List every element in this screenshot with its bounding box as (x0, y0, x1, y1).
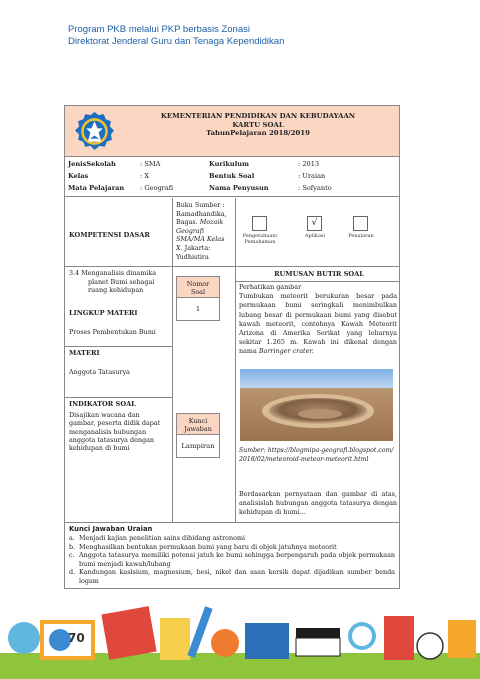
lingkup-label: LINGKUP MATERI (69, 309, 138, 317)
pencil-icon (187, 606, 212, 658)
soccer-ball-icon (417, 633, 443, 659)
kd-text: 3.4 Menganalisis dinamika planet Bumi sebagai ruang kehidupan (69, 269, 157, 295)
level-aplikasi-checkbox[interactable] (307, 216, 322, 231)
list-item: d. Kandungan kaslsium, magnesium, besi, nikel dan asan kersik dapat dijadikan sumber benda logam (69, 568, 395, 585)
check-mark-icon: √ (311, 218, 318, 228)
card-info (65, 157, 399, 197)
penyusun-value: : Sofyanto (298, 184, 332, 192)
bentuk-soal-value: : Uraian (298, 172, 326, 180)
divider (65, 397, 172, 398)
soal-question: Berdasarkan pernyataan dan gambar di atas, analisislah hubungan anggota tatasurya dengan kehidupan di bumi… (239, 490, 397, 517)
jenjang-label: JenisSekolah (68, 160, 116, 168)
kompetensi-label: KOMPETENSI DASAR (69, 231, 150, 239)
level-penalaran-checkbox[interactable] (353, 216, 368, 231)
rumusan-label: RUMUSAN BUTIR SOAL (274, 270, 364, 278)
header-program: Program PKB melalui PKP berbasis Zonasi (68, 24, 250, 35)
piano-keys-icon (296, 628, 340, 638)
page-header (68, 24, 284, 47)
indikator-label: INDIKATOR SOAL (69, 400, 136, 408)
level-pengetahuan-checkbox[interactable] (252, 216, 267, 231)
list-item: b. Menghasilkan bentukan permukaan bumi yang baru di objek jatuhnya meteorit (69, 542, 337, 551)
bentuk-soal-label: Bentuk Soal (209, 172, 255, 180)
ministry-title: KEMENTERIAN PENDIDIKAN DAN KEBUDAYAAN (160, 112, 356, 120)
divider (172, 198, 173, 522)
soal-body: Tumbukan meteorit berukuran besar pada permukaan bumi seringkali menimbulkan lubang besar di permukaan bumi yang disebut kawah meteorit, contohnya Kawah Meteorit Arizona di Amerika Serikat yang lebarnya sekitar 1.265 m. Kawah ini dikenal dengan nama Barringer crater. (239, 292, 397, 356)
kartu-soal-title: KARTU SOAL (232, 120, 284, 129)
backpack-icon (448, 620, 476, 658)
mapel-value: : Geografi (140, 184, 174, 192)
divider (235, 198, 236, 522)
book-icon (101, 606, 156, 660)
header-directorate: Direktorat Jenderal Guru dan Tenaga Kependidikan (68, 36, 285, 47)
lingkup-value: Proses Pembentukan Bumi (69, 328, 156, 336)
list-item: a. Menjadi kajian penelitian sains dibidang astronomi (69, 534, 246, 542)
meteor-crater-photo (240, 369, 393, 441)
nomor-soal-label: Nomor Soal (176, 276, 220, 298)
tut-wuri-handayani-logo-icon (74, 111, 115, 152)
penyusun-label: Nama Penyusun (209, 184, 269, 192)
divider (65, 266, 399, 267)
kelas-value: : X (140, 172, 150, 180)
buku-sumber: Buku Sumber : Ramadhandika, Bagas. Mozaik Geografi SMA/MA Kelas X. Jakarta: Yudhistira (176, 201, 227, 261)
calculator-icon (245, 623, 289, 659)
tablet-icon (384, 616, 414, 660)
kunci-jawaban-value: Lampiran (176, 435, 220, 458)
nomor-soal-value: 1 (176, 298, 220, 321)
kunci-jawaban-label: Kunci Jawaban (176, 413, 220, 435)
palette-icon (211, 629, 239, 657)
materi-value: Anggota Tatasurya (69, 368, 130, 376)
sumber-link[interactable]: Sumber: https://blogmipa-geografi.blogspot.com/2018/02/meteoroid-meteor-meteorit.html (239, 447, 394, 463)
level-pengetahuan-label: Pengetahuan/ Pemahaman (242, 233, 278, 245)
list-item: c. Anggota tatasurya memiliki potensi jatuh ke bumi sehingga berpengaruh pada objek permukaan bumi menjadi kawah/lubang (69, 551, 395, 568)
materi-label: MATERI (69, 349, 100, 357)
kunci-uraian-title: Kunci Jawaban Uraian (69, 525, 153, 533)
kurikulum-value: : 2013 (298, 160, 320, 168)
level-aplikasi-label: Aplikasi (304, 233, 326, 239)
jenjang-value: : SMA (140, 160, 161, 168)
kunci-jawaban-uraian (65, 522, 399, 586)
mapel-label: Mata Pelajaran (68, 184, 125, 192)
card-title (125, 112, 391, 138)
notebook-icon (160, 618, 190, 660)
divider (235, 281, 399, 282)
level-penalaran-label: Penalaran (348, 233, 374, 239)
page-number: 70 (68, 631, 85, 645)
divider (65, 346, 172, 347)
globe-icon (8, 622, 40, 654)
kartu-soal (64, 105, 400, 589)
academic-year: TahunPelajaran 2018/2019 (206, 129, 310, 138)
indikator-value: Disajikan wacana dan gambar, peserta didik dapat menganalisis hubungan anggota tatasurya dengan kehidupan di bumi (69, 411, 161, 453)
kelas-label: Kelas (68, 172, 89, 180)
soal-text (239, 283, 397, 357)
kurikulum-label: Kurikulum (209, 160, 249, 168)
soal-intro: Perhatikan gambar (239, 283, 302, 291)
card-title-bar (65, 106, 399, 157)
